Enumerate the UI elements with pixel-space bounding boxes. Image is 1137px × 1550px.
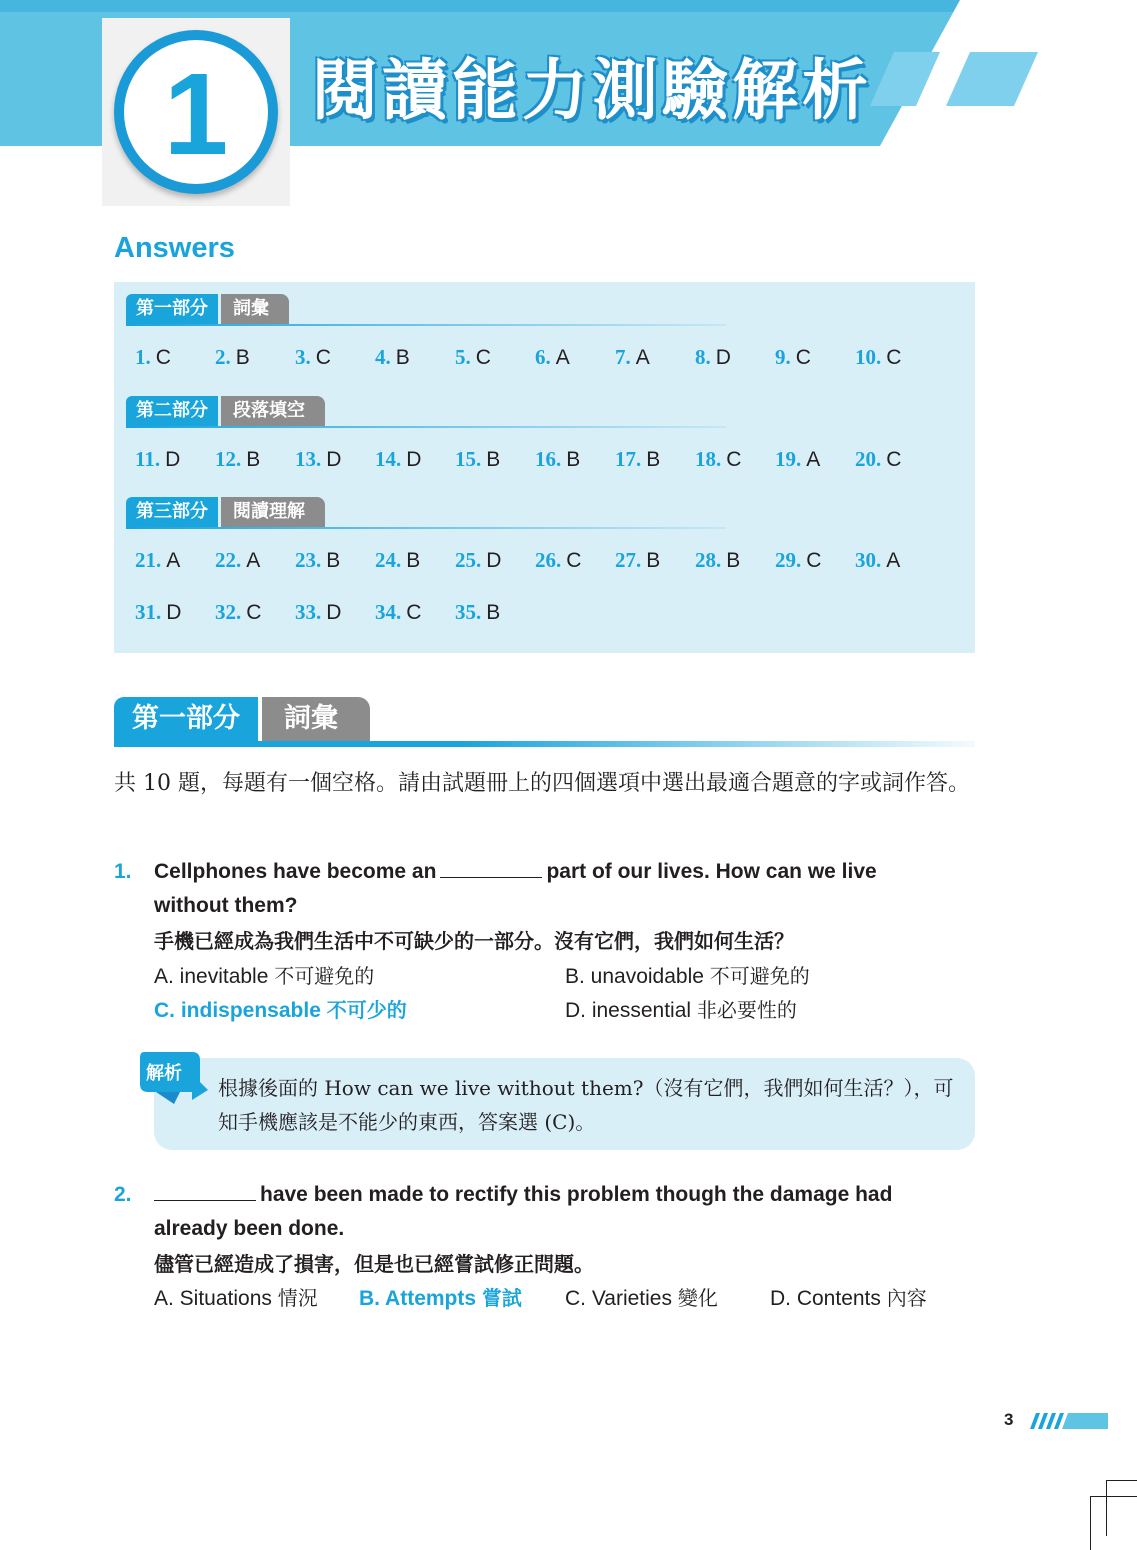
question-text-after: part of our lives. How can we live without them? — [154, 860, 877, 917]
answer-value: B — [326, 549, 341, 572]
answer-row — [135, 344, 935, 371]
answer-value: A — [166, 549, 181, 572]
answer-value: D — [326, 448, 342, 471]
answer-value: B — [566, 448, 581, 471]
answer-item — [775, 547, 855, 574]
answer-item — [615, 344, 695, 371]
answer-number: 34. — [375, 600, 402, 624]
answer-item — [135, 599, 215, 626]
answer-value: B — [486, 601, 501, 624]
answer-value: A — [886, 549, 901, 572]
answer-number: 23. — [295, 548, 322, 572]
section-underline — [114, 741, 975, 747]
answer-value: A — [246, 549, 261, 572]
section-label: 第一部分 — [114, 697, 258, 741]
answer-item — [215, 446, 295, 473]
answer-value: B — [646, 448, 661, 471]
answer-value: C — [315, 346, 331, 369]
answer-item — [375, 344, 455, 371]
answer-number: 7. — [615, 345, 631, 369]
answer-item — [455, 547, 535, 574]
answer-value: B — [406, 549, 421, 572]
answer-item — [375, 547, 455, 574]
answer-value: C — [886, 346, 902, 369]
answer-item — [455, 599, 535, 626]
answer-value: C — [475, 346, 491, 369]
answer-item — [215, 344, 295, 371]
answer-number: 16. — [535, 447, 562, 471]
option-d: D. Contents 內容 — [770, 1286, 927, 1310]
option-c-correct: C. indispensable 不可少的 — [154, 998, 407, 1022]
answer-value: B — [486, 448, 501, 471]
option-b-correct: B. Attempts 嘗試 — [359, 1286, 522, 1310]
answer-item — [775, 344, 855, 371]
answer-item — [135, 446, 215, 473]
answer-number: 2. — [215, 345, 231, 369]
answer-value: B — [246, 448, 261, 471]
answer-item — [695, 344, 775, 371]
answer-item — [215, 599, 295, 626]
answer-item — [135, 344, 215, 371]
question-text-after: have been made to rectify this problem though the damage had already been done. — [154, 1183, 893, 1240]
answer-value: A — [635, 346, 650, 369]
part-name: 詞彙 — [221, 294, 289, 324]
answer-number: 31. — [135, 600, 162, 624]
answer-row — [135, 446, 935, 473]
part-name: 段落填空 — [221, 396, 325, 426]
question-text — [154, 1178, 954, 1246]
answer-value: D — [165, 448, 181, 471]
answer-number: 29. — [775, 548, 802, 572]
answer-value: B — [235, 346, 250, 369]
banner-top-strip — [0, 0, 1107, 12]
answers-part-tab — [126, 396, 325, 426]
answer-value: D — [166, 601, 182, 624]
answer-blank — [440, 857, 542, 878]
answer-number: 21. — [135, 548, 162, 572]
option-c: C. Varieties 變化 — [565, 1286, 718, 1310]
answer-value: A — [806, 448, 821, 471]
answer-number: 9. — [775, 345, 791, 369]
answer-number: 32. — [215, 600, 242, 624]
answer-item — [455, 446, 535, 473]
crop-mark — [1106, 1480, 1137, 1481]
answer-blank — [154, 1180, 256, 1201]
answer-value: C — [566, 549, 582, 572]
answer-value: C — [806, 549, 822, 572]
answer-value: D — [486, 549, 502, 572]
answer-number: 15. — [455, 447, 482, 471]
tab-underline — [126, 324, 726, 326]
answer-item — [375, 599, 455, 626]
answer-value: C — [886, 448, 902, 471]
crop-mark — [1106, 1480, 1107, 1536]
answer-item — [295, 599, 375, 626]
answer-item — [135, 547, 215, 574]
answers-part-tab — [126, 294, 289, 324]
answer-item — [295, 344, 375, 371]
chapter-number: 1 — [163, 49, 229, 179]
answer-number: 24. — [375, 548, 402, 572]
explanation-text: 根據後面的 How can we live without them?（沒有它們，我們如何生活？），可知手機應該是不能少的東西，答案選 (C)。 — [218, 1076, 954, 1134]
answer-item — [375, 446, 455, 473]
answer-item — [775, 446, 855, 473]
answer-item — [535, 547, 615, 574]
explanation-label: 解析 — [146, 1063, 182, 1084]
part-label: 第二部分 — [126, 396, 218, 426]
answer-number: 30. — [855, 548, 882, 572]
answer-number: 35. — [455, 600, 482, 624]
answer-number: 19. — [775, 447, 802, 471]
answer-value: D — [715, 346, 731, 369]
option-a: A. inevitable 不可避免的 — [154, 964, 375, 988]
answer-item — [295, 446, 375, 473]
answer-item — [695, 547, 775, 574]
answer-number: 11. — [135, 447, 161, 471]
answer-item — [695, 446, 775, 473]
answer-value: C — [246, 601, 262, 624]
answer-item — [535, 344, 615, 371]
answer-number: 10. — [855, 345, 882, 369]
answer-number: 25. — [455, 548, 482, 572]
answer-number: 28. — [695, 548, 722, 572]
option-d: D. inessential 非必要性的 — [565, 998, 797, 1022]
answer-number: 17. — [615, 447, 642, 471]
answer-item — [215, 547, 295, 574]
section-tab — [114, 697, 370, 741]
answer-number: 8. — [695, 345, 711, 369]
question-translation: 儘管已經造成了損害，但是也已經嘗試修正問題。 — [154, 1252, 594, 1276]
answer-number: 26. — [535, 548, 562, 572]
section-name: 詞彙 — [262, 697, 370, 741]
answer-item — [855, 446, 935, 473]
chapter-title: 閱讀能力測驗解析 — [312, 52, 872, 129]
answer-item — [295, 547, 375, 574]
answer-number: 14. — [375, 447, 402, 471]
answer-number: 18. — [695, 447, 722, 471]
answer-value: B — [646, 549, 661, 572]
crop-mark — [1090, 1496, 1137, 1497]
answer-value: B — [726, 549, 741, 572]
answer-number: 22. — [215, 548, 242, 572]
answer-row — [135, 599, 535, 626]
answer-number: 27. — [615, 548, 642, 572]
section-instructions: 共 10 題，每題有一個空格。請由試題冊上的四個選項中選出最適合題意的字或詞作答。 — [114, 771, 970, 796]
answer-number: 12. — [215, 447, 242, 471]
question-number: 2. — [114, 1183, 132, 1206]
chapter-badge — [124, 40, 268, 184]
answer-item — [855, 344, 935, 371]
part-label: 第一部分 — [126, 294, 218, 324]
answers-panel — [114, 282, 975, 653]
answer-value: A — [555, 346, 570, 369]
answer-number: 13. — [295, 447, 322, 471]
answer-value: D — [406, 448, 422, 471]
option-a: A. Situations 情況 — [154, 1286, 318, 1310]
answer-value: C — [726, 448, 742, 471]
answer-number: 3. — [295, 345, 311, 369]
answer-item — [855, 547, 935, 574]
answers-heading: Answers — [114, 232, 235, 264]
answer-item — [615, 547, 695, 574]
part-name: 閱讀理解 — [221, 497, 325, 527]
page-number: 3 — [1004, 1410, 1014, 1429]
tab-underline — [126, 527, 726, 529]
answer-number: 20. — [855, 447, 882, 471]
question-number: 1. — [114, 860, 132, 883]
footer-stripe-decoration — [1030, 1413, 1108, 1429]
answer-number: 1. — [135, 345, 151, 369]
answer-number: 6. — [535, 345, 551, 369]
answer-value: C — [155, 346, 171, 369]
question-translation: 手機已經成為我們生活中不可缺少的一部分。沒有它們，我們如何生活？ — [154, 929, 794, 953]
answer-item — [535, 446, 615, 473]
answer-number: 5. — [455, 345, 471, 369]
question-text — [154, 855, 954, 923]
answer-number: 4. — [375, 345, 391, 369]
answer-number: 33. — [295, 600, 322, 624]
part-label: 第三部分 — [126, 497, 218, 527]
option-b: B. unavoidable 不可避免的 — [565, 964, 810, 988]
answer-value: B — [395, 346, 410, 369]
answer-value: C — [795, 346, 811, 369]
question-text-before: Cellphones have become an — [154, 860, 437, 883]
answer-value: D — [326, 601, 342, 624]
answer-item — [455, 344, 535, 371]
crop-mark — [1090, 1496, 1091, 1550]
answer-item — [615, 446, 695, 473]
answers-part-tab — [126, 497, 325, 527]
answer-row — [135, 547, 935, 574]
answer-value: C — [406, 601, 422, 624]
tab-underline — [126, 426, 726, 428]
